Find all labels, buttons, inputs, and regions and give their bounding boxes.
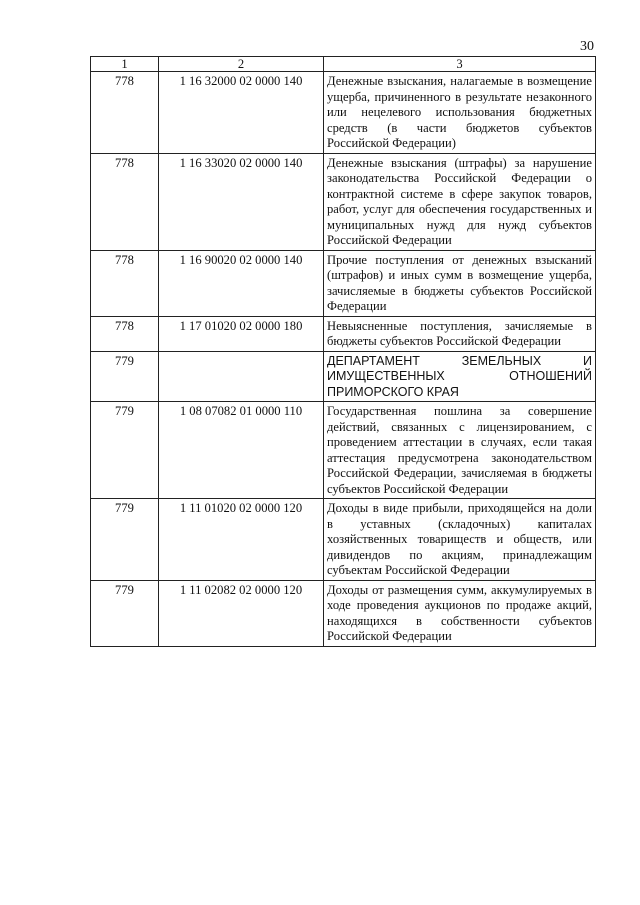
admin-code-cell: 779 <box>91 499 159 581</box>
kbk-code-cell: 1 16 32000 02 0000 140 <box>159 72 324 154</box>
budget-revenue-table <box>90 56 596 647</box>
description-cell: Доходы в виде прибыли, приходящейся на доли в уставных (складочных) капиталах хозяйственных товариществ и обществ, или дивидендов по акциям, принадлежащим субъектам Российской Федерации <box>324 499 596 581</box>
admin-code-cell: 779 <box>91 351 159 402</box>
admin-code-cell: 778 <box>91 72 159 154</box>
kbk-code-cell: 1 08 07082 01 0000 110 <box>159 402 324 499</box>
description-cell: Доходы от размещения сумм, аккумулируемых в ходе проведения аукционов по продаже акций, находящихся в собственности субъектов Российской Федерации <box>324 580 596 646</box>
admin-code-cell: 779 <box>91 580 159 646</box>
kbk-code-cell: 1 11 02082 02 0000 120 <box>159 580 324 646</box>
admin-code-cell: 778 <box>91 250 159 316</box>
department-heading-cell: ДЕПАРТАМЕНТ ЗЕМЕЛЬНЫХ И ИМУЩЕСТВЕННЫХ ОТНОШЕНИЙ ПРИМОРСКОГО КРАЯ <box>324 351 596 402</box>
admin-code-cell: 778 <box>91 316 159 351</box>
table-row <box>91 250 596 316</box>
page-number: 30 <box>580 39 594 54</box>
table-header-row <box>91 57 596 72</box>
description-cell: Денежные взыскания, налагаемые в возмещение ущерба, причиненного в результате незаконного или нецелевого использования бюджетных средств (в части бюджетов субъектов Российской Федерации) <box>324 72 596 154</box>
description-cell: Государственная пошлина за совершение действий, связанных с лицензированием, с проведением аттестации в случаях, если такая аттестация предусмотрена законодательством Российской Федерации, зачисляемая в бюджеты субъектов Российской Федерации <box>324 402 596 499</box>
column-header-1: 1 <box>91 57 159 72</box>
table-row <box>91 580 596 646</box>
kbk-code-cell: 1 16 33020 02 0000 140 <box>159 153 324 250</box>
column-header-2: 2 <box>159 57 324 72</box>
description-cell: Невыясненные поступления, зачисляемые в бюджеты субъектов Российской Федерации <box>324 316 596 351</box>
table-row <box>91 351 596 402</box>
admin-code-cell: 779 <box>91 402 159 499</box>
kbk-code-cell <box>159 351 324 402</box>
table-row <box>91 499 596 581</box>
table-row <box>91 402 596 499</box>
kbk-code-cell: 1 17 01020 02 0000 180 <box>159 316 324 351</box>
kbk-code-cell: 1 16 90020 02 0000 140 <box>159 250 324 316</box>
column-header-3: 3 <box>324 57 596 72</box>
admin-code-cell: 778 <box>91 153 159 250</box>
table-row <box>91 153 596 250</box>
kbk-code-cell: 1 11 01020 02 0000 120 <box>159 499 324 581</box>
table-row <box>91 316 596 351</box>
description-cell: Денежные взыскания (штрафы) за нарушение законодательства Российской Федерации о контрактной системе в сфере закупок товаров, работ, услуг для обеспечения государственных и муниципальных нужд для нужд субъектов Российской Федерации <box>324 153 596 250</box>
table-row <box>91 72 596 154</box>
description-cell: Прочие поступления от денежных взысканий (штрафов) и иных сумм в возмещение ущерба, зачисляемые в бюджеты субъектов Российской Федерации <box>324 250 596 316</box>
